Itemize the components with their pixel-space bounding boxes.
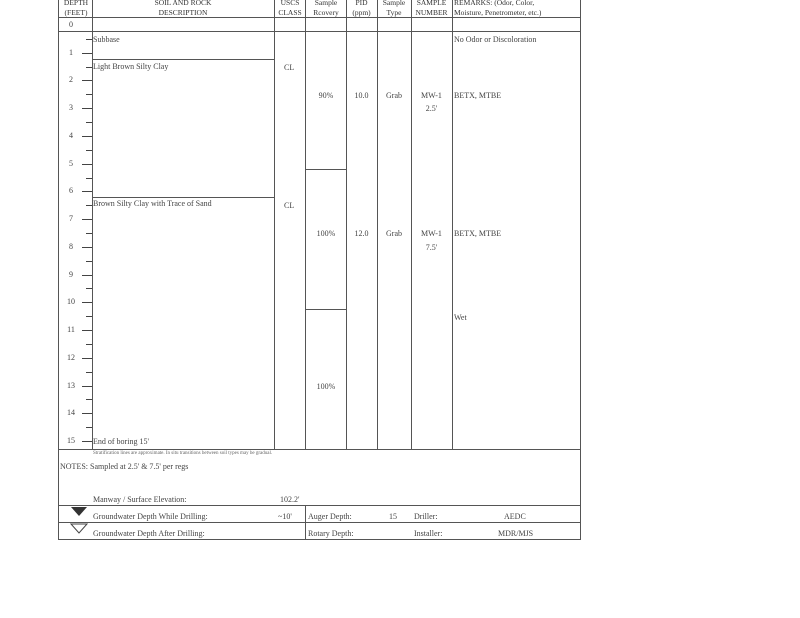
depth-label: 12 — [67, 352, 75, 362]
footer-divider — [58, 522, 581, 523]
depth-minor-tick — [86, 122, 92, 123]
depth-minor-tick — [86, 233, 92, 234]
depth-minor-tick — [86, 427, 92, 428]
depth-label: 8 — [69, 241, 73, 251]
description-column-border — [274, 0, 275, 450]
uscs-class: CL — [284, 201, 295, 210]
header-bottom-line — [58, 31, 581, 32]
driller-label: Driller: — [414, 512, 438, 521]
depth-tick — [82, 191, 92, 192]
depth-minor-tick — [86, 67, 92, 68]
auger-value: 15 — [389, 512, 397, 521]
depth-tick — [82, 164, 92, 165]
depth-tick — [82, 302, 92, 303]
sample-recovery: 100% — [316, 382, 336, 391]
depth-minor-tick — [86, 178, 92, 179]
manway-value: 102.2' — [280, 495, 300, 504]
sample-boundary — [305, 169, 346, 170]
stratification-footnote: Stratification lines are approximate. In situ transitions between soil types may be gradual. — [93, 451, 273, 456]
gw-after-label: Groundwater Depth After Drilling: — [93, 529, 205, 538]
depth-tick — [82, 413, 92, 414]
depth-minor-tick — [86, 261, 92, 262]
sample-pid: 12.0 — [354, 229, 369, 238]
header-divider — [58, 17, 581, 18]
depth-tick — [82, 136, 92, 137]
depth-label: 11 — [67, 325, 75, 335]
depth-tick — [82, 358, 92, 359]
depth-minor-tick — [86, 344, 92, 345]
depth-label: 2 — [69, 75, 73, 85]
depth-label: 3 — [69, 103, 73, 113]
gw-while-value: ~10' — [278, 512, 292, 521]
sample-number: MW-1 — [421, 91, 442, 100]
driller-value: AEDC — [504, 512, 526, 521]
depth-minor-tick — [86, 150, 92, 151]
depth-label: 14 — [67, 408, 75, 418]
depth-minor-tick — [86, 399, 92, 400]
depth-minor-tick — [86, 205, 92, 206]
sample-recovery: 90% — [318, 91, 334, 100]
layer-description: Subbase — [93, 35, 120, 44]
footer-column-border — [305, 505, 306, 540]
installer-label: Installer: — [414, 529, 443, 538]
description-header: SOIL AND ROCK DESCRIPTION — [154, 0, 212, 17]
table-right-border — [580, 0, 581, 540]
depth-tick — [82, 386, 92, 387]
depth-tick — [82, 108, 92, 109]
depth-label: 9 — [69, 269, 73, 279]
depth-label: 15 — [67, 436, 75, 445]
remarks-wet: Wet — [454, 313, 467, 322]
depth-tick — [82, 247, 92, 248]
sample-number-header: SAMPLE NUMBER — [415, 0, 448, 17]
recovery-header: Sample Rcovery — [313, 0, 339, 17]
layer-description: End of boring 15' — [93, 437, 149, 446]
depth-tick — [82, 441, 92, 442]
installer-value: MDR/MJS — [498, 529, 534, 538]
depth-label: 5 — [69, 158, 73, 168]
depth-minor-tick — [86, 94, 92, 95]
depth-label: 7 — [69, 214, 73, 224]
footer-divider — [58, 505, 581, 506]
depth-label: 1 — [69, 47, 73, 57]
remarks-top: No Odor or Discoloration — [454, 35, 537, 44]
sample-remarks: BETX, MTBE — [454, 229, 502, 238]
depth-header: DEPTH (FEET) — [63, 0, 89, 17]
uscs-header: USCS CLASS — [278, 0, 302, 17]
number-column-border — [452, 0, 453, 450]
type-column-border — [411, 0, 412, 450]
layer-description: Brown Silty Clay with Trace of Sand — [93, 199, 212, 208]
sample-remarks: BETX, MTBE — [454, 91, 502, 100]
gw-while-label: Groundwater Depth While Drilling: — [93, 512, 208, 521]
layer-boundary — [92, 197, 274, 198]
groundwater-after-drilling-icon — [69, 523, 89, 535]
groundwater-while-drilling-icon — [69, 506, 89, 518]
depth-label: 6 — [69, 186, 73, 196]
table-bottom-line — [58, 449, 581, 450]
layer-boundary — [92, 59, 274, 60]
notes: NOTES: Sampled at 2.5' & 7.5' per regs — [60, 462, 189, 471]
depth-tick — [82, 80, 92, 81]
sample-pid: 10.0 — [354, 91, 369, 100]
sample-boundary — [305, 309, 346, 310]
sample-type: Grab — [386, 229, 402, 238]
sample-number: MW-1 — [421, 229, 442, 238]
depth-minor-tick — [86, 316, 92, 317]
depth-label: 13 — [67, 380, 75, 390]
remarks-header: REMARKS: (Odor, Color, Moisture, Penetrometer, etc.) — [454, 0, 542, 17]
depth-tick — [82, 53, 92, 54]
depth-minor-tick — [86, 372, 92, 373]
table-left-border — [58, 0, 59, 540]
sample-number-depth: 7.5' — [425, 243, 438, 252]
depth-tick — [82, 275, 92, 276]
depth-label: 4 — [69, 130, 73, 140]
depth-minor-tick — [86, 39, 92, 40]
pid-column-border — [377, 0, 378, 450]
depth-label: 10 — [67, 297, 75, 307]
rotary-label: Rotary Depth: — [308, 529, 354, 538]
depth-minor-tick — [86, 288, 92, 289]
depth-tick — [82, 219, 92, 220]
uscs-class: CL — [284, 63, 295, 72]
auger-label: Auger Depth: — [308, 512, 352, 521]
manway-label: Manway / Surface Elevation: — [93, 495, 187, 504]
pid-header: PID (ppm) — [352, 0, 371, 17]
depth-label: 0 — [69, 20, 73, 29]
layer-description: Light Brown Silty Clay — [93, 62, 169, 71]
recovery-column-border — [346, 0, 347, 450]
sample-type-header: Sample Type — [382, 0, 406, 17]
sample-recovery: 100% — [316, 229, 336, 238]
depth-tick — [82, 330, 92, 331]
sample-number-depth: 2.5' — [425, 104, 438, 113]
sample-type: Grab — [386, 91, 402, 100]
footer-bottom-line — [58, 539, 581, 540]
